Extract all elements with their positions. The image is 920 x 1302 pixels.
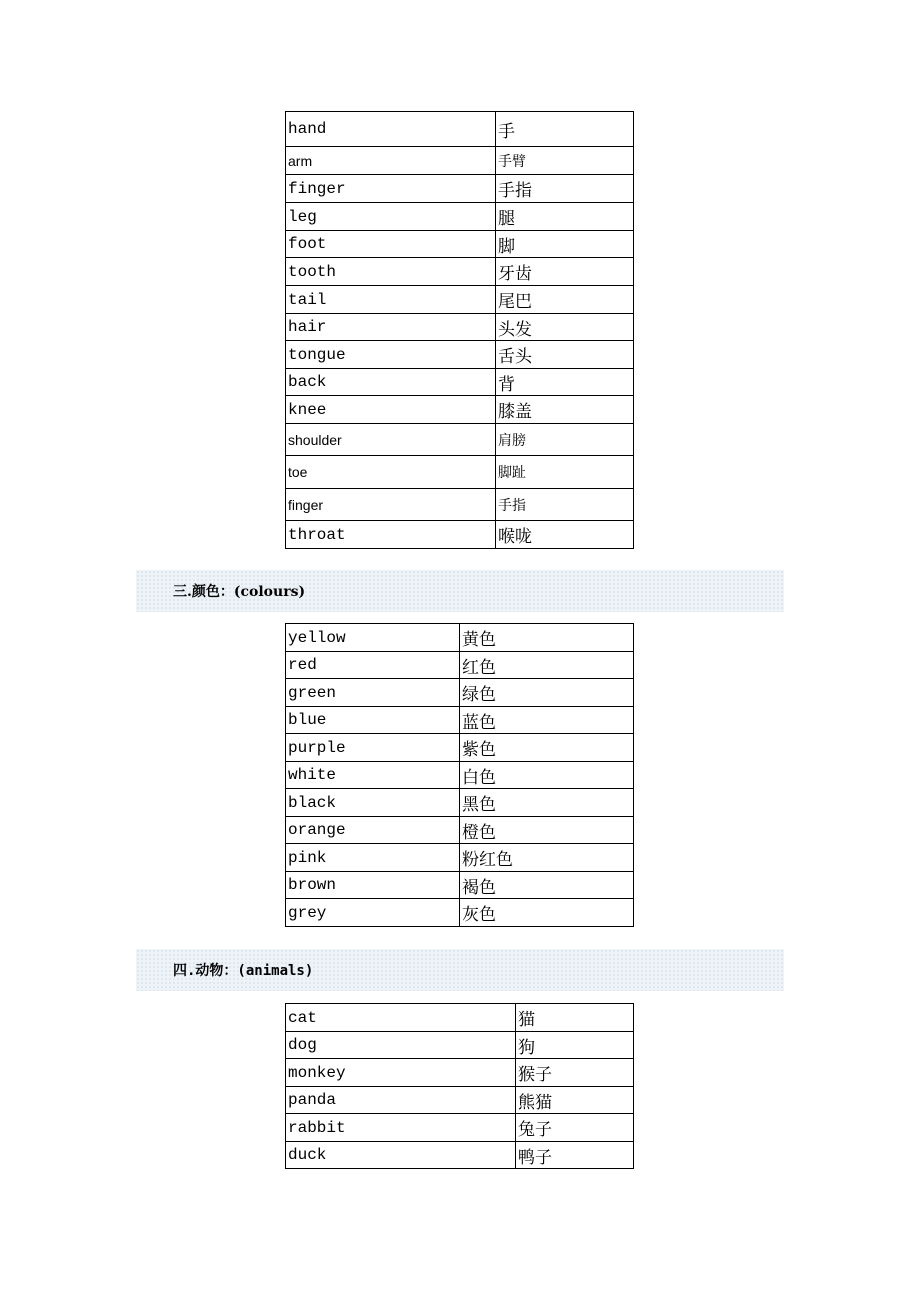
chinese-word: 褐色 xyxy=(460,872,634,899)
english-word: arm xyxy=(286,147,496,175)
english-word: shoulder xyxy=(286,424,496,456)
table-row xyxy=(286,1004,634,1032)
chinese-word: 黑色 xyxy=(460,789,634,817)
chinese-word: 舌头 xyxy=(496,341,634,369)
chinese-word: 膝盖 xyxy=(496,396,634,424)
english-word: purple xyxy=(286,734,460,762)
chinese-word: 绿色 xyxy=(460,679,634,707)
english-word: tongue xyxy=(286,341,496,369)
chinese-word: 黄色 xyxy=(460,624,634,652)
english-word: green xyxy=(286,679,460,707)
table-row xyxy=(286,624,634,652)
table-row xyxy=(286,258,634,286)
english-word: finger xyxy=(286,489,496,521)
table-row xyxy=(286,679,634,707)
chinese-word: 尾巴 xyxy=(496,286,634,314)
table-row xyxy=(286,734,634,762)
chinese-word: 猫 xyxy=(516,1004,634,1032)
english-word: duck xyxy=(286,1142,516,1169)
english-word: red xyxy=(286,652,460,679)
english-word: monkey xyxy=(286,1059,516,1087)
table-row xyxy=(286,707,634,734)
table-row xyxy=(286,1032,634,1059)
table-row xyxy=(286,1114,634,1142)
english-word: dog xyxy=(286,1032,516,1059)
table-row xyxy=(286,872,634,899)
table-row xyxy=(286,844,634,872)
body-parts-table xyxy=(285,111,634,549)
table-row xyxy=(286,456,634,489)
chinese-word: 灰色 xyxy=(460,899,634,927)
english-word: pink xyxy=(286,844,460,872)
chinese-word: 牙齿 xyxy=(496,258,634,286)
chinese-word: 蓝色 xyxy=(460,707,634,734)
table-row xyxy=(286,203,634,231)
table-row xyxy=(286,489,634,521)
english-word: back xyxy=(286,369,496,396)
table-row xyxy=(286,231,634,258)
chinese-word: 手 xyxy=(496,112,634,147)
english-word: throat xyxy=(286,521,496,549)
english-word: knee xyxy=(286,396,496,424)
chinese-word: 手指 xyxy=(496,489,634,521)
section-title: 三.颜色：(colours) xyxy=(173,584,306,600)
table-row xyxy=(286,762,634,789)
table-row xyxy=(286,286,634,314)
table-row xyxy=(286,341,634,369)
chinese-word: 熊猫 xyxy=(516,1087,634,1114)
chinese-word: 兔子 xyxy=(516,1114,634,1142)
english-word: black xyxy=(286,789,460,817)
table-row xyxy=(286,424,634,456)
english-word: yellow xyxy=(286,624,460,652)
table-row xyxy=(286,521,634,549)
chinese-word: 肩膀 xyxy=(496,424,634,456)
chinese-word: 白色 xyxy=(460,762,634,789)
section-title: 四.动物：(animals) xyxy=(173,963,314,979)
colours-table xyxy=(285,623,634,927)
english-word: finger xyxy=(286,175,496,203)
english-word: grey xyxy=(286,899,460,927)
chinese-word: 背 xyxy=(496,369,634,396)
chinese-word: 脚趾 xyxy=(496,456,634,489)
english-word: cat xyxy=(286,1004,516,1032)
english-word: panda xyxy=(286,1087,516,1114)
table-row xyxy=(286,652,634,679)
chinese-word: 手指 xyxy=(496,175,634,203)
english-word: white xyxy=(286,762,460,789)
chinese-word: 手臂 xyxy=(496,147,634,175)
table-row xyxy=(286,1142,634,1169)
chinese-word: 粉红色 xyxy=(460,844,634,872)
english-word: orange xyxy=(286,817,460,844)
table-row xyxy=(286,175,634,203)
table-row xyxy=(286,147,634,175)
chinese-word: 腿 xyxy=(496,203,634,231)
english-word: rabbit xyxy=(286,1114,516,1142)
english-word: foot xyxy=(286,231,496,258)
table-row xyxy=(286,396,634,424)
english-word: brown xyxy=(286,872,460,899)
english-word: hand xyxy=(286,112,496,147)
animals-section-heading xyxy=(136,949,784,991)
table-row xyxy=(286,112,634,147)
chinese-word: 头发 xyxy=(496,314,634,341)
chinese-word: 紫色 xyxy=(460,734,634,762)
table-row xyxy=(286,899,634,927)
english-word: hair xyxy=(286,314,496,341)
chinese-word: 狗 xyxy=(516,1032,634,1059)
english-word: toe xyxy=(286,456,496,489)
english-word: blue xyxy=(286,707,460,734)
chinese-word: 红色 xyxy=(460,652,634,679)
english-word: tail xyxy=(286,286,496,314)
table-row xyxy=(286,817,634,844)
colours-section-heading xyxy=(136,570,784,612)
chinese-word: 喉咙 xyxy=(496,521,634,549)
chinese-word: 脚 xyxy=(496,231,634,258)
table-row xyxy=(286,789,634,817)
table-row xyxy=(286,369,634,396)
table-row xyxy=(286,1087,634,1114)
table-row xyxy=(286,1059,634,1087)
chinese-word: 猴子 xyxy=(516,1059,634,1087)
animals-table xyxy=(285,1003,634,1169)
chinese-word: 橙色 xyxy=(460,817,634,844)
table-row xyxy=(286,314,634,341)
chinese-word: 鸭子 xyxy=(516,1142,634,1169)
english-word: leg xyxy=(286,203,496,231)
english-word: tooth xyxy=(286,258,496,286)
